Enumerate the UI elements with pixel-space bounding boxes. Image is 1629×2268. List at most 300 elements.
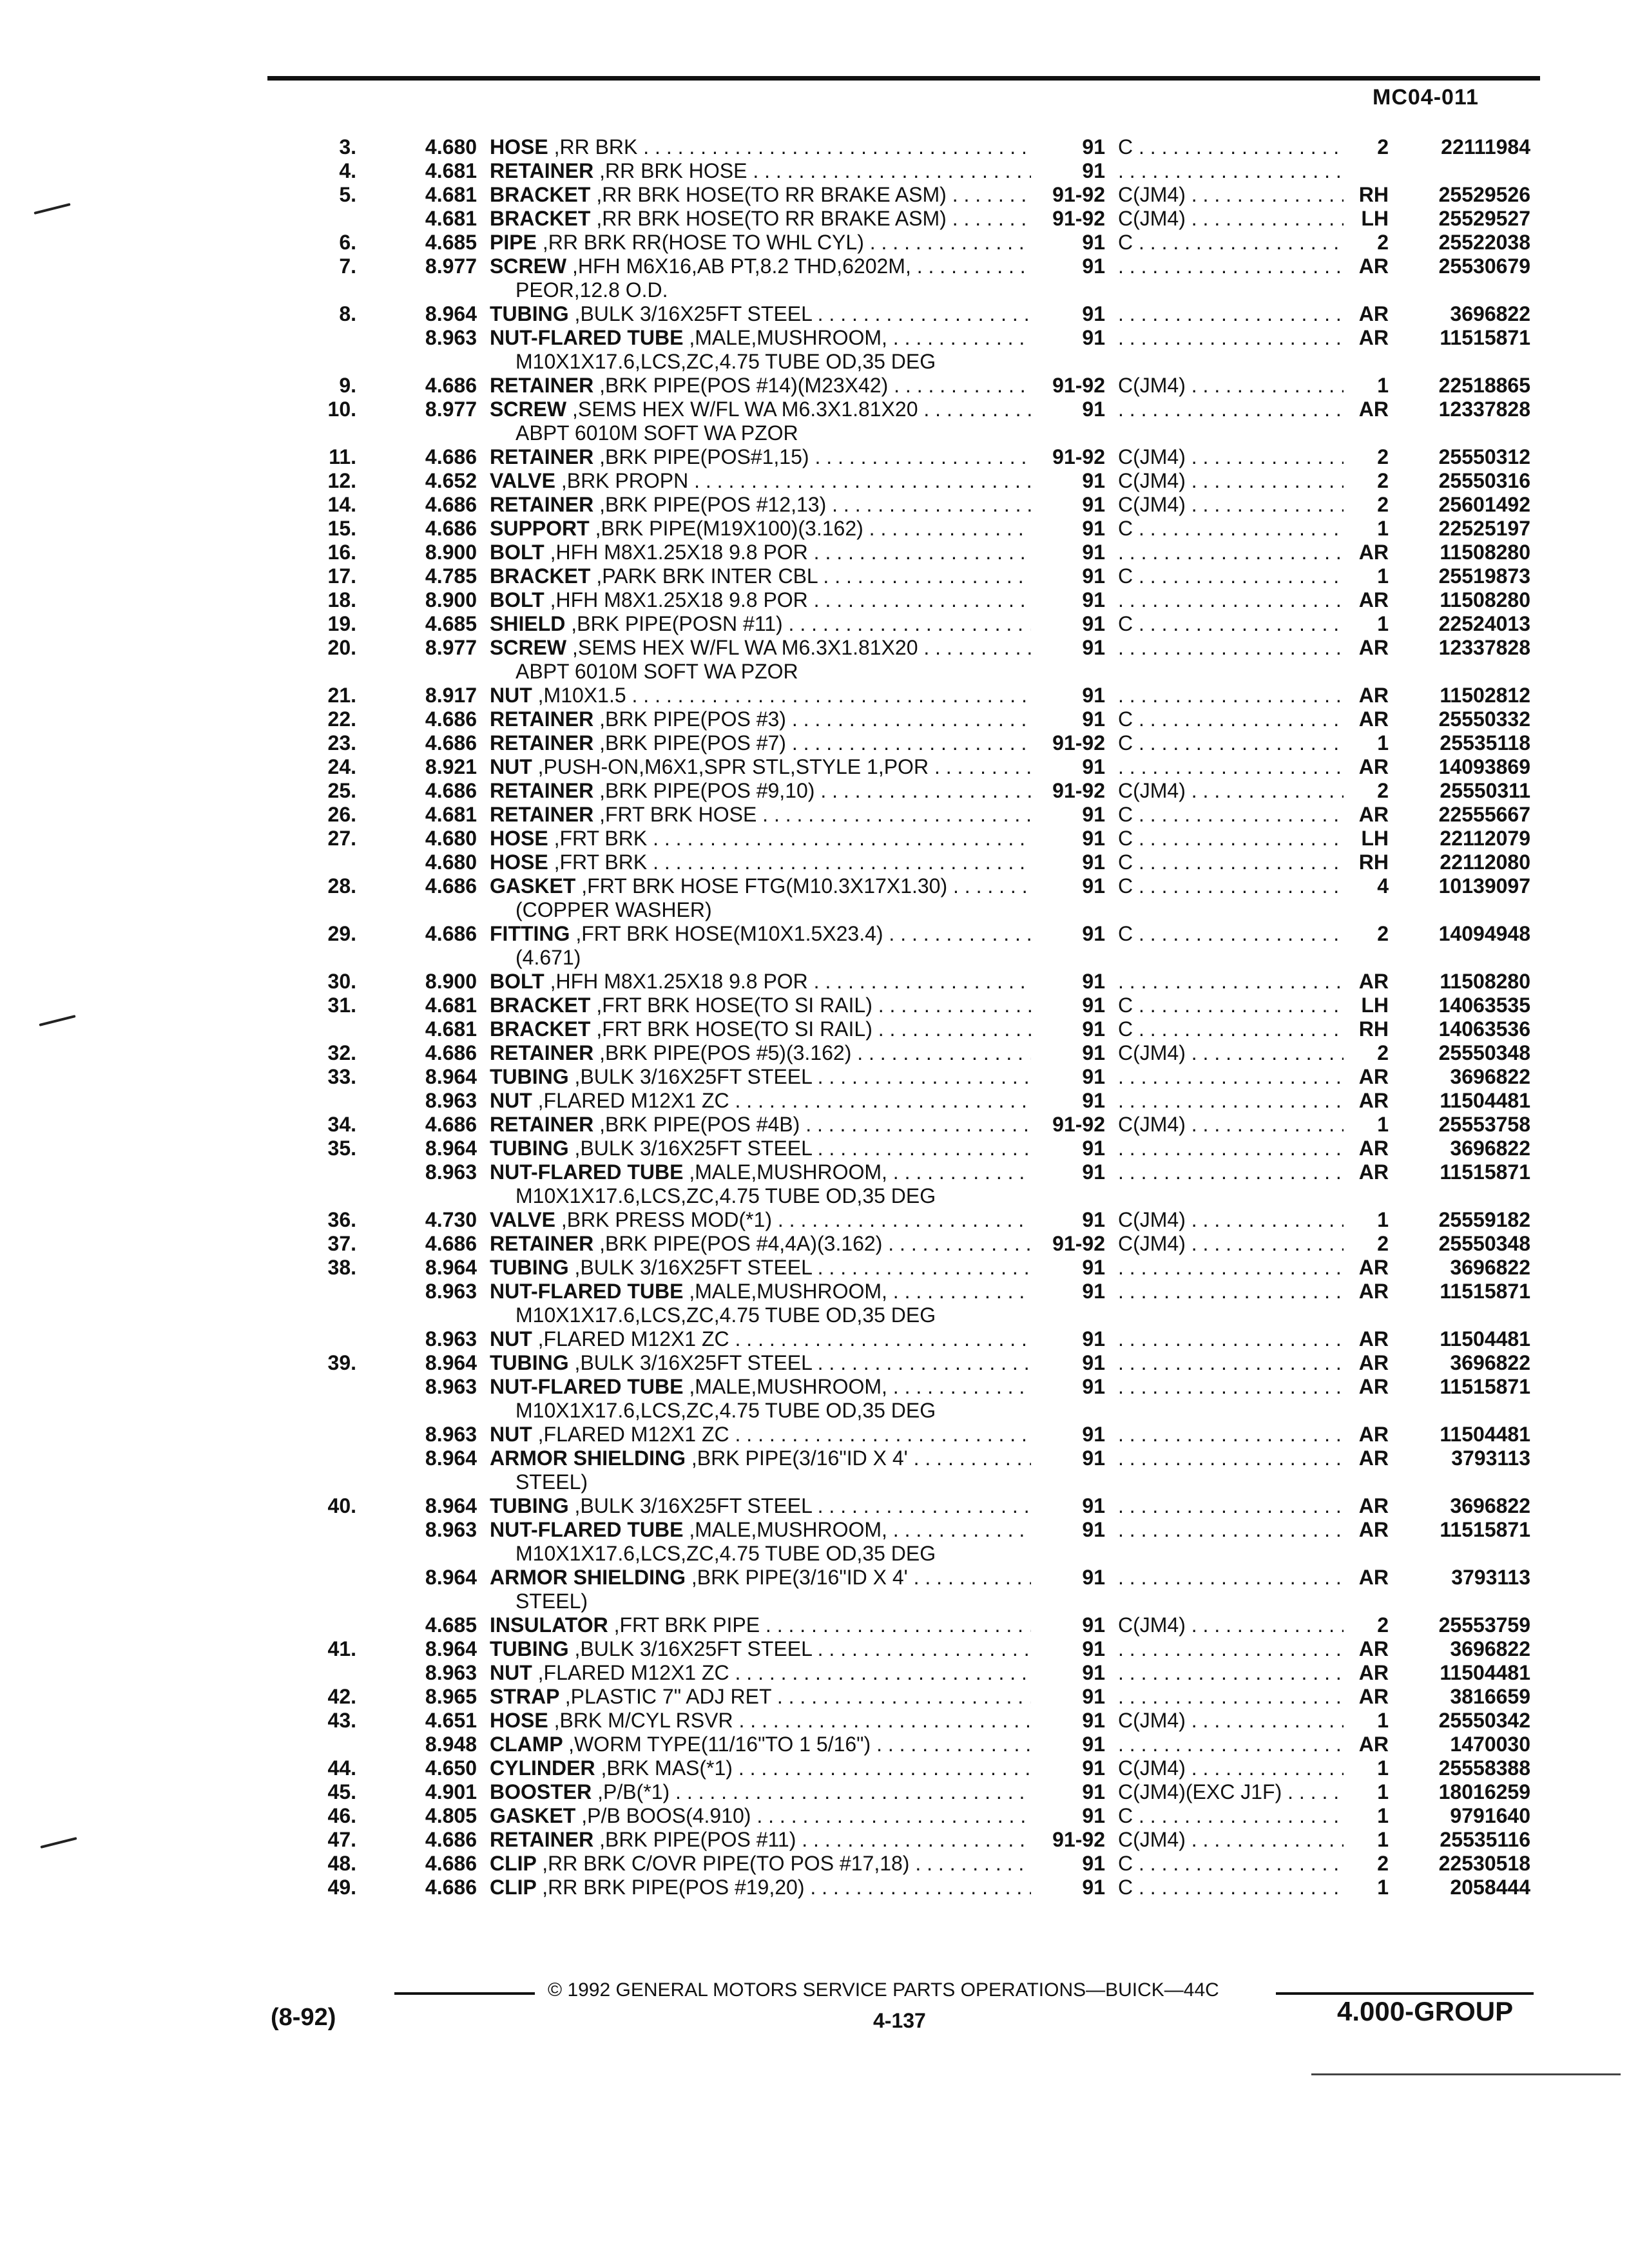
usage-note: C . . .	[1118, 135, 1344, 159]
parts-row	[0, 994, 1629, 1017]
part-description	[490, 850, 1031, 874]
model-years: 91	[1082, 827, 1105, 850]
usage-note	[1118, 302, 1344, 326]
model-years: 91-92	[1052, 1828, 1105, 1851]
part-number: 10139097	[1438, 874, 1530, 898]
page-code: MC04-011	[1373, 85, 1479, 110]
quantity: RH	[1358, 850, 1389, 874]
quantity: LH	[1361, 994, 1389, 1017]
model-years: 91-92	[1052, 183, 1105, 206]
part-spec: ,BULK 3/16X25FT STEEL	[574, 1351, 812, 1374]
part-spec: ,RR BRK C/OVR PIPE(TO POS #17,18)	[542, 1852, 910, 1875]
part-name: BOLT	[490, 970, 545, 993]
parts-row	[0, 135, 1629, 159]
usage-note	[1118, 1351, 1344, 1375]
group-number: 8.963	[425, 1661, 477, 1684]
part-number: 14094948	[1438, 922, 1530, 945]
part-spec: ,FRT BRK PIPE	[613, 1613, 760, 1637]
part-number: 12337828	[1438, 398, 1530, 421]
group-number: 4.681	[425, 803, 477, 826]
model-years: 91-92	[1052, 731, 1105, 754]
usage-note	[1118, 1256, 1344, 1280]
part-name: TUBING	[490, 1137, 569, 1160]
part-spec: M10X1X17.6,LCS,ZC,4.75 TUBE OD,35 DEG	[516, 1303, 936, 1327]
part-number: 12337828	[1438, 636, 1530, 659]
part-number: 25559182	[1438, 1208, 1530, 1231]
part-description	[490, 1876, 1031, 1899]
usage-note	[1118, 1446, 1344, 1470]
model-years: 91	[1082, 469, 1105, 492]
part-description	[516, 421, 1057, 445]
parts-row	[0, 278, 1629, 302]
part-description	[516, 946, 1057, 970]
group-number: 4.686	[425, 779, 477, 802]
group-number: 4.651	[425, 1709, 477, 1732]
part-name: RETAINER	[490, 1232, 594, 1255]
usage-note	[1118, 1280, 1344, 1303]
usage-note: C(JM4) . . .	[1118, 445, 1344, 469]
part-name: VALVE	[490, 469, 555, 492]
part-description	[516, 1303, 1057, 1327]
part-number: 22112079	[1440, 827, 1530, 850]
parts-row	[0, 1685, 1629, 1709]
ref-number: 7.	[339, 255, 356, 278]
ref-number: 8.	[339, 302, 356, 325]
part-name: GASKET	[490, 1804, 576, 1827]
ref-number: 43.	[327, 1709, 356, 1732]
usage-note	[1118, 255, 1344, 278]
model-years: 91-92	[1052, 779, 1105, 802]
model-years: 91	[1082, 1756, 1105, 1780]
part-name: SCREW	[490, 636, 567, 659]
group-number: 8.965	[425, 1685, 477, 1708]
quantity: 2	[1377, 493, 1389, 516]
part-spec: ,BRK PIPE(POS #14)(M23X42)	[599, 374, 889, 397]
part-description	[490, 1613, 1031, 1637]
part-description	[490, 1327, 1031, 1351]
model-years: 91	[1082, 803, 1105, 826]
part-spec: ,BRK PRESS MOD(*1)	[561, 1208, 772, 1231]
part-number: 11515871	[1440, 1160, 1530, 1184]
parts-row	[0, 374, 1629, 398]
model-years: 91	[1082, 1613, 1105, 1637]
parts-row	[0, 1780, 1629, 1804]
ref-number: 5.	[339, 183, 356, 206]
part-description	[490, 636, 1031, 660]
part-name: NUT	[490, 1089, 532, 1112]
part-description	[490, 1804, 1031, 1828]
parts-row	[0, 1494, 1629, 1518]
quantity: 1	[1377, 1113, 1389, 1136]
part-description	[490, 1017, 1031, 1041]
quantity: 1	[1377, 1208, 1389, 1231]
model-years: 91	[1082, 1709, 1105, 1732]
group-number: 4.686	[425, 731, 477, 754]
model-years: 91	[1082, 922, 1105, 945]
usage-note: C . . .	[1118, 803, 1344, 827]
part-number: 25553758	[1438, 1113, 1530, 1136]
part-number: 22112080	[1440, 850, 1530, 874]
part-spec: ,BRK PIPE(POS #11)	[599, 1828, 796, 1851]
usage-note	[1118, 1566, 1344, 1590]
model-years: 91	[1082, 1423, 1105, 1446]
part-spec: ,HFH M6X16,AB PT,8.2 THD,6202M,	[572, 255, 911, 278]
model-years: 91	[1082, 1065, 1105, 1088]
usage-note: C(JM4) . . .	[1118, 469, 1344, 493]
quantity: 2	[1377, 469, 1389, 492]
part-description	[490, 803, 1031, 827]
ref-number: 29.	[327, 922, 356, 945]
parts-row	[0, 1756, 1629, 1780]
part-name: CYLINDER	[490, 1756, 595, 1780]
model-years: 91	[1082, 1208, 1105, 1231]
quantity: 2	[1377, 231, 1389, 254]
quantity: AR	[1358, 1518, 1389, 1541]
usage-note	[1118, 541, 1344, 564]
parts-row	[0, 1733, 1629, 1756]
part-number: 18016259	[1438, 1780, 1530, 1803]
part-name: TUBING	[490, 1065, 569, 1088]
quantity: AR	[1358, 1375, 1389, 1398]
part-description	[490, 1137, 1031, 1160]
parts-row	[0, 1041, 1629, 1065]
group-number: 4.652	[425, 469, 477, 492]
ref-number: 10.	[327, 398, 356, 421]
part-description	[490, 326, 1031, 350]
parts-row	[0, 946, 1629, 970]
part-spec: ,BRK PROPN	[561, 469, 689, 492]
part-name: RETAINER	[490, 803, 594, 826]
part-spec: ,HFH M8X1.25X18 9.8 POR	[550, 541, 808, 564]
model-years: 91	[1082, 684, 1105, 707]
model-years: 91-92	[1052, 207, 1105, 230]
model-years: 91	[1082, 707, 1105, 731]
quantity: AR	[1358, 541, 1389, 564]
group-number: 8.964	[425, 1065, 477, 1088]
quantity: AR	[1358, 1661, 1389, 1684]
part-description	[490, 1423, 1031, 1446]
group-number: 4.685	[425, 1613, 477, 1637]
ref-number: 15.	[327, 517, 356, 540]
group-number: 4.785	[425, 564, 477, 588]
part-name: RETAINER	[490, 493, 594, 516]
model-years: 91	[1082, 1804, 1105, 1827]
parts-row	[0, 445, 1629, 469]
part-name: BRACKET	[490, 183, 591, 206]
ref-number: 24.	[327, 755, 356, 778]
group-number: 8.900	[425, 970, 477, 993]
part-description	[490, 1208, 1031, 1232]
part-name: RETAINER	[490, 1113, 594, 1136]
part-description	[490, 1780, 1031, 1804]
part-name: NUT	[490, 684, 532, 707]
part-description	[490, 493, 1031, 517]
part-name: TUBING	[490, 302, 569, 325]
part-spec: ,FLARED M12X1 ZC	[537, 1661, 729, 1684]
part-spec: ABPT 6010M SOFT WA PZOR	[516, 421, 798, 445]
part-number: 25519873	[1438, 564, 1530, 588]
usage-note: C(JM4) . . .	[1118, 779, 1344, 803]
part-description	[490, 541, 1031, 564]
quantity: 1	[1377, 1804, 1389, 1827]
group-number: 4.686	[425, 1876, 477, 1899]
part-description	[490, 874, 1031, 898]
part-number: 3696822	[1450, 302, 1530, 325]
quantity: AR	[1358, 1280, 1389, 1303]
group-number: 4.681	[425, 1017, 477, 1041]
part-name: STRAP	[490, 1685, 559, 1708]
group-number: 8.964	[425, 1137, 477, 1160]
part-number: 11504481	[1440, 1423, 1530, 1446]
model-years: 91	[1082, 1876, 1105, 1899]
usage-note: C . . .	[1118, 564, 1344, 588]
part-description	[490, 1113, 1031, 1137]
part-spec: ,BRK PIPE(POS #3)	[599, 707, 786, 731]
group-number: 4.681	[425, 159, 477, 182]
part-description	[490, 374, 1031, 398]
part-spec: ,FLARED M12X1 ZC	[537, 1327, 729, 1350]
part-spec: M10X1X17.6,LCS,ZC,4.75 TUBE OD,35 DEG	[516, 1184, 936, 1207]
parts-row	[0, 207, 1629, 231]
part-number: 11515871	[1440, 326, 1530, 349]
part-name: NUT-FLARED TUBE	[490, 1280, 684, 1303]
ref-number: 9.	[339, 374, 356, 397]
bottom-rule	[1311, 2073, 1621, 2075]
ref-number: 35.	[327, 1137, 356, 1160]
group-number: 8.963	[425, 1518, 477, 1541]
quantity: AR	[1358, 1637, 1389, 1660]
part-description	[516, 1470, 1057, 1494]
part-name: SHIELD	[490, 612, 566, 635]
ref-number: 30.	[327, 970, 356, 993]
part-number: 25530679	[1438, 255, 1530, 278]
quantity: RH	[1358, 1017, 1389, 1041]
usage-note	[1118, 755, 1344, 779]
ref-number: 37.	[327, 1232, 356, 1255]
parts-row	[0, 1876, 1629, 1899]
part-description	[490, 1828, 1031, 1852]
ref-number: 46.	[327, 1804, 356, 1827]
parts-row	[0, 1375, 1629, 1399]
part-name: BRACKET	[490, 564, 591, 588]
part-number: 11508280	[1440, 970, 1530, 993]
model-years: 91-92	[1052, 445, 1105, 468]
group-number: 8.963	[425, 1089, 477, 1112]
part-spec: ,BRK PIPE(POS #12,13)	[599, 493, 827, 516]
part-number: 3696822	[1450, 1494, 1530, 1517]
usage-note: C(JM4)(EXC J1F) . . .	[1118, 1780, 1344, 1804]
model-years: 91	[1082, 874, 1105, 898]
part-description	[516, 1590, 1057, 1613]
part-name: RETAINER	[490, 374, 594, 397]
usage-note	[1118, 1065, 1344, 1089]
part-name: TUBING	[490, 1351, 569, 1374]
model-years: 91	[1082, 493, 1105, 516]
part-spec: ,BULK 3/16X25FT STEEL	[574, 1137, 812, 1160]
part-number: 22530518	[1438, 1852, 1530, 1875]
parts-row	[0, 1208, 1629, 1232]
usage-note: C . . .	[1118, 1876, 1344, 1899]
part-name: NUT	[490, 755, 532, 778]
part-name: NUT-FLARED TUBE	[490, 326, 684, 349]
part-description	[490, 684, 1031, 707]
part-number: 1470030	[1450, 1733, 1530, 1756]
part-spec: ,RR BRK HOSE	[599, 159, 747, 182]
part-number: 14063535	[1438, 994, 1530, 1017]
part-description	[490, 1256, 1031, 1280]
part-description	[490, 1160, 1031, 1184]
part-name: PIPE	[490, 231, 537, 254]
footer-rule-right	[1276, 1992, 1534, 1995]
parts-row	[0, 1804, 1629, 1828]
part-spec: ,BRK PIPE(POS #5)(3.162)	[599, 1041, 852, 1064]
part-number: 3696822	[1450, 1065, 1530, 1088]
model-years: 91	[1082, 135, 1105, 159]
ref-number: 34.	[327, 1113, 356, 1136]
group-number: 8.963	[425, 1160, 477, 1184]
part-name: BRACKET	[490, 994, 591, 1017]
parts-row	[0, 1137, 1629, 1160]
usage-note	[1118, 1685, 1344, 1709]
part-number: 2058444	[1450, 1876, 1530, 1899]
usage-note	[1118, 1089, 1344, 1113]
ref-number: 21.	[327, 684, 356, 707]
part-number: 3696822	[1450, 1256, 1530, 1279]
part-spec: ,WORM TYPE(11/16"TO 1 5/16")	[568, 1733, 871, 1756]
group-number: 4.680	[425, 827, 477, 850]
quantity: AR	[1358, 1494, 1389, 1517]
part-number: 11508280	[1440, 541, 1530, 564]
part-description	[490, 1041, 1031, 1065]
ref-number: 27.	[327, 827, 356, 850]
group-number: 4.680	[425, 850, 477, 874]
group-number: 4.805	[425, 1804, 477, 1827]
part-spec: ,FRT BRK HOSE(TO SI RAIL)	[596, 994, 872, 1017]
quantity: AR	[1358, 970, 1389, 993]
parts-row	[0, 803, 1629, 827]
part-description	[516, 660, 1057, 684]
part-spec: ABPT 6010M SOFT WA PZOR	[516, 660, 798, 683]
part-number: 25535116	[1440, 1828, 1530, 1851]
group-number: 8.921	[425, 755, 477, 778]
group-number: 4.730	[425, 1208, 477, 1231]
usage-note	[1118, 1137, 1344, 1160]
part-name: RETAINER	[490, 159, 594, 182]
usage-note	[1118, 326, 1344, 350]
model-years: 91	[1082, 326, 1105, 349]
parts-row	[0, 612, 1629, 636]
part-description	[490, 1518, 1031, 1542]
part-name: RETAINER	[490, 731, 594, 754]
quantity: AR	[1358, 1089, 1389, 1112]
group-number: 8.977	[425, 255, 477, 278]
part-number: 25550348	[1438, 1041, 1530, 1064]
part-spec: ,FLARED M12X1 ZC	[537, 1423, 729, 1446]
quantity: AR	[1358, 1685, 1389, 1708]
part-description	[490, 922, 1031, 946]
usage-note: C(JM4) . . .	[1118, 207, 1344, 231]
usage-note	[1118, 1494, 1344, 1518]
part-spec: ,BRK PIPE(3/16"ID X 4'	[691, 1446, 908, 1470]
part-spec: ,P/B(*1)	[597, 1780, 670, 1803]
model-years: 91	[1082, 564, 1105, 588]
part-description	[490, 1089, 1031, 1113]
ref-number: 42.	[327, 1685, 356, 1708]
usage-note: C(JM4) . . .	[1118, 1613, 1344, 1637]
group-number: 4.686	[425, 874, 477, 898]
part-name: NUT-FLARED TUBE	[490, 1518, 684, 1541]
usage-note: C . . .	[1118, 707, 1344, 731]
part-number: 9791640	[1450, 1804, 1530, 1827]
part-description	[490, 564, 1031, 588]
parts-row	[0, 469, 1629, 493]
part-spec: ,FLARED M12X1 ZC	[537, 1089, 729, 1112]
quantity: AR	[1358, 1256, 1389, 1279]
usage-note	[1118, 1375, 1344, 1399]
model-years: 91	[1082, 755, 1105, 778]
part-number: 22525197	[1438, 517, 1530, 540]
part-description	[490, 994, 1031, 1017]
parts-row	[0, 827, 1629, 850]
ref-number: 38.	[327, 1256, 356, 1279]
part-description	[516, 1542, 1057, 1566]
parts-list	[0, 135, 1629, 1899]
part-description	[490, 1661, 1031, 1685]
part-spec: M10X1X17.6,LCS,ZC,4.75 TUBE OD,35 DEG	[516, 350, 936, 373]
usage-note: C . . .	[1118, 850, 1344, 874]
quantity: AR	[1358, 636, 1389, 659]
usage-note: C . . .	[1118, 1804, 1344, 1828]
model-years: 91	[1082, 1160, 1105, 1184]
group-number: 4.686	[425, 445, 477, 468]
parts-row	[0, 1399, 1629, 1423]
model-years: 91	[1082, 1041, 1105, 1064]
parts-row	[0, 970, 1629, 994]
parts-row	[0, 1327, 1629, 1351]
part-spec: STEEL)	[516, 1470, 588, 1494]
part-description	[490, 1232, 1031, 1256]
part-number: 11504481	[1440, 1327, 1530, 1350]
model-years: 91	[1082, 1685, 1105, 1708]
model-years: 91	[1082, 1637, 1105, 1660]
part-number: 25535118	[1440, 731, 1530, 754]
parts-row	[0, 541, 1629, 564]
ref-number: 28.	[327, 874, 356, 898]
part-spec: ,BULK 3/16X25FT STEEL	[574, 1637, 812, 1660]
part-description	[516, 1184, 1057, 1208]
part-number: 14063536	[1438, 1017, 1530, 1041]
quantity: 2	[1377, 1852, 1389, 1875]
parts-row	[0, 1542, 1629, 1566]
usage-note	[1118, 636, 1344, 660]
usage-note: C(JM4) . . .	[1118, 493, 1344, 517]
part-spec: M10X1X17.6,LCS,ZC,4.75 TUBE OD,35 DEG	[516, 1399, 936, 1422]
part-number: 11515871	[1440, 1280, 1530, 1303]
quantity: AR	[1358, 1446, 1389, 1470]
parts-row	[0, 898, 1629, 922]
group-number: 4.681	[425, 994, 477, 1017]
ref-number: 25.	[327, 779, 356, 802]
group-number: 4.901	[425, 1780, 477, 1803]
usage-note: C(JM4) . . .	[1118, 374, 1344, 398]
parts-row	[0, 707, 1629, 731]
part-spec: ,BRK MAS(*1)	[601, 1756, 733, 1780]
model-years: 91	[1082, 612, 1105, 635]
group-number: 8.963	[425, 1280, 477, 1303]
part-spec: ,BRK M/CYL RSVR	[554, 1709, 733, 1732]
parts-row	[0, 1280, 1629, 1303]
part-spec: ,RR BRK HOSE(TO RR BRAKE ASM)	[596, 207, 947, 230]
